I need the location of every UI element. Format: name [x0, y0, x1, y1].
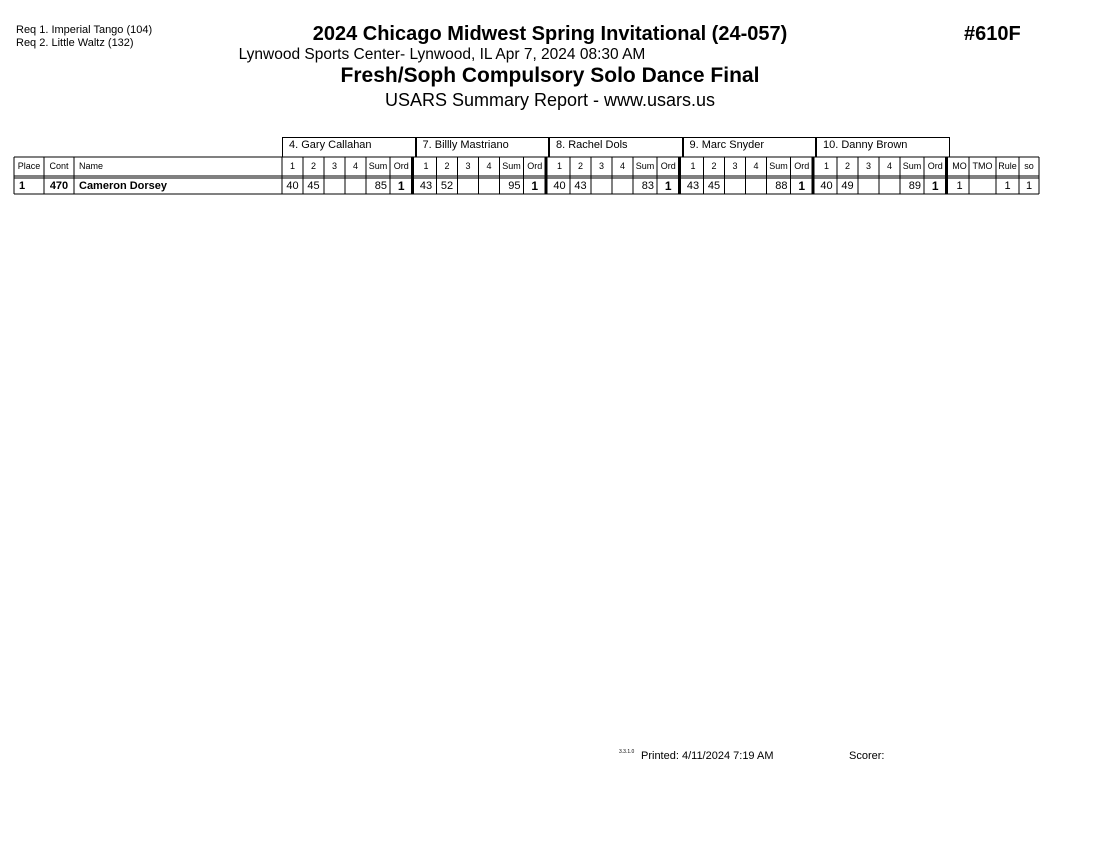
- judge-header-3: 8. Rachel Dols: [549, 137, 683, 157]
- score-judge-4-0: 43: [686, 180, 700, 192]
- tail-value-2: 1: [1004, 180, 1011, 192]
- score-judge-5-4: 89: [908, 180, 921, 192]
- col-header-judge-2-2: 3: [465, 161, 471, 171]
- requirement-2: Req 2. Little Waltz (132): [16, 37, 134, 49]
- col-header-judge-2-5: Ord: [527, 161, 543, 171]
- col-header-judge-3-3: 4: [619, 161, 625, 171]
- judge-header-2: 7. Billly Mastriano: [416, 137, 550, 157]
- col-header-judge-3-4: Sum: [635, 161, 655, 171]
- score-judge-1-5: 1: [397, 179, 405, 193]
- judge-header-4: 9. Marc Snyder: [683, 137, 817, 157]
- tail-value-3: 1: [1025, 180, 1033, 192]
- row-place: 1: [19, 180, 26, 192]
- col-header-judge-1-0: 1: [289, 161, 295, 171]
- score-judge-3-1: 43: [574, 180, 587, 192]
- col-header-judge-1-2: 3: [331, 161, 337, 171]
- col-header-judge-3-5: Ord: [660, 161, 676, 171]
- event-number: #610F: [964, 23, 1021, 45]
- score-judge-5-0: 40: [820, 180, 833, 192]
- col-header-judge-1-3: 4: [352, 161, 358, 171]
- col-header-judge-5-4: Sum: [902, 161, 922, 171]
- col-header-tail-0: MO: [952, 161, 967, 171]
- col-header-tail-2: Rule: [998, 161, 1017, 171]
- row-contestant-number: 470: [49, 180, 69, 192]
- col-header-judge-2-4: Sum: [502, 161, 521, 171]
- col-header-judge-1-1: 2: [310, 161, 316, 171]
- report-name: USARS Summary Report - www.usars.us: [384, 90, 716, 110]
- col-header-judge-3-1: 2: [577, 161, 583, 171]
- col-header-judge-1-5: Ord: [393, 161, 409, 171]
- score-judge-1-1: 45: [307, 180, 320, 192]
- col-header-judge-4-3: 4: [753, 161, 759, 171]
- competition-title: 2024 Chicago Midwest Spring Invitational (24-057): [312, 23, 788, 45]
- score-judge-2-1: 52: [440, 180, 454, 192]
- score-judge-5-5: 1: [931, 179, 939, 193]
- score-judge-5-1: 49: [841, 180, 854, 192]
- col-header-judge-1-4: Sum: [368, 161, 388, 171]
- software-version: 3.3.1.0: [619, 749, 635, 755]
- score-judge-1-4: 85: [374, 180, 387, 192]
- score-judge-3-5: 1: [664, 179, 672, 193]
- col-header-name: Name: [79, 161, 104, 171]
- col-header-judge-3-2: 3: [598, 161, 604, 171]
- col-header-judge-4-1: 2: [711, 161, 717, 171]
- col-header-judge-2-3: 4: [486, 161, 492, 171]
- col-header-judge-5-3: 4: [886, 161, 892, 171]
- requirement-1: Req 1. Imperial Tango (104): [16, 24, 153, 36]
- col-header-judge-5-0: 1: [823, 161, 829, 171]
- col-header-judge-5-2: 3: [865, 161, 871, 171]
- col-header-judge-5-5: Ord: [927, 161, 943, 171]
- score-judge-4-4: 88: [775, 180, 788, 192]
- score-judge-1-0: 40: [286, 180, 299, 192]
- col-header-judge-4-5: Ord: [794, 161, 810, 171]
- col-header-place: Place: [17, 161, 41, 171]
- event-name: Fresh/Soph Compulsory Solo Dance Final: [340, 64, 760, 87]
- scorer-label: Scorer:: [849, 750, 885, 762]
- col-header-judge-4-4: Sum: [769, 161, 788, 171]
- col-header-judge-3-0: 1: [556, 161, 562, 171]
- col-header-tail-1: TMO: [972, 161, 993, 171]
- venue-line: Lynwood Sports Center- Lynwood, IL Apr 7, 2024 08:30 AM: [238, 46, 646, 63]
- score-judge-4-1: 45: [707, 180, 721, 192]
- score-judge-4-5: 1: [798, 179, 806, 193]
- col-header-judge-2-0: 1: [423, 161, 429, 171]
- tail-value-0: 1: [956, 180, 963, 192]
- col-header-judge-2-1: 2: [444, 161, 450, 171]
- score-judge-2-0: 43: [419, 180, 433, 192]
- judge-header-5: 10. Danny Brown: [816, 137, 950, 157]
- score-judge-3-4: 83: [641, 180, 654, 192]
- printed-timestamp: Printed: 4/11/2024 7:19 AM: [641, 750, 774, 762]
- col-header-cont: Cont: [49, 161, 69, 171]
- col-header-judge-4-2: 3: [732, 161, 738, 171]
- col-header-judge-4-0: 1: [690, 161, 696, 171]
- judge-header-1: 4. Gary Callahan: [282, 137, 416, 157]
- score-judge-2-4: 95: [508, 180, 521, 192]
- row-name: Cameron Dorsey: [79, 180, 168, 192]
- score-judge-3-0: 40: [553, 180, 566, 192]
- col-header-tail-3: so: [1024, 161, 1034, 171]
- score-judge-2-5: 1: [531, 179, 539, 193]
- col-header-judge-5-1: 2: [844, 161, 850, 171]
